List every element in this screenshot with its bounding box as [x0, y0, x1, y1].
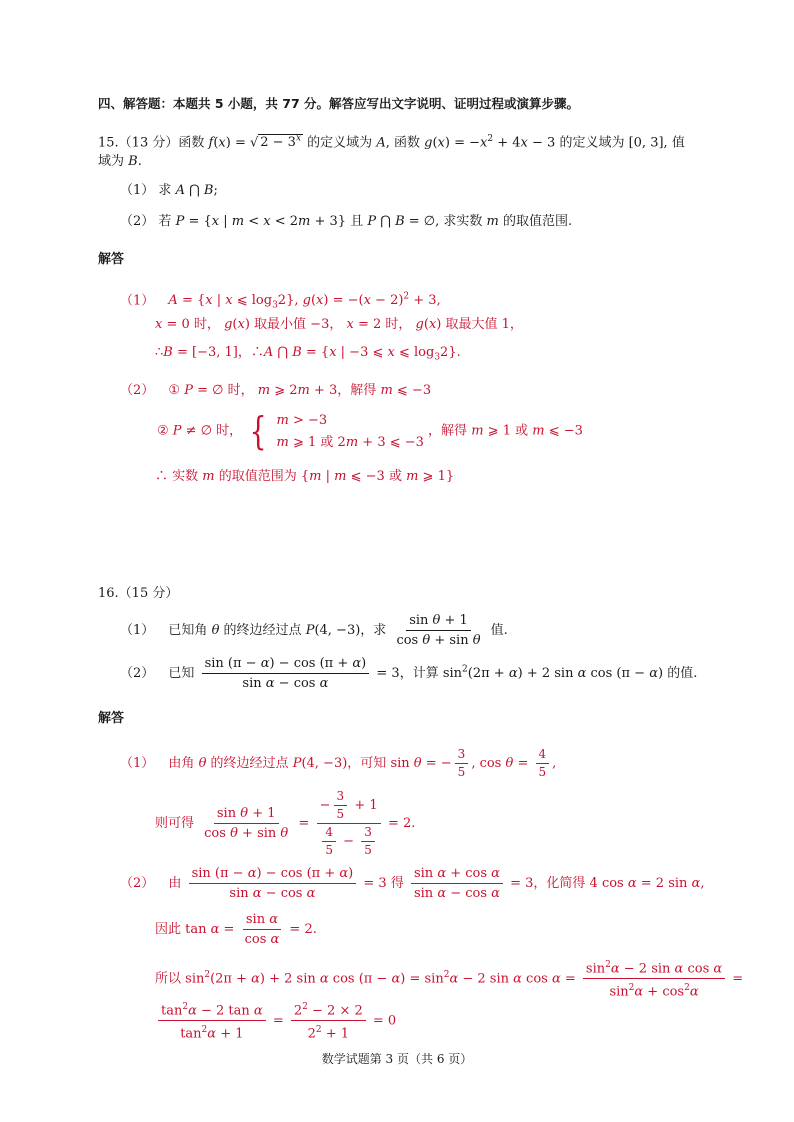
- q16-part1: （1） 已知角 θ 的终边经过点 P(4, −3)，求 $\frac{\text{sin θ + 1}}{\text{cos θ + sin θ}}$ 值.: [120, 613, 508, 648]
- q15-sol1-line3: ∴B = [−3, 1]，∴A ⋂ B = {x | −3 ⩽ x ⩽ $\log_32$}.: [155, 345, 461, 363]
- q15-sol2-case1: （2） ① P = ∅ 时， m ⩾ 2m + 3，解得 m ⩽ −3: [120, 383, 432, 398]
- q15-answer-label: 解答: [98, 252, 125, 267]
- q16-sol2-line3: 所以 $\sin^2(2\pi + \alpha) + 2$ sin α $\cos (\pi - \alpha) = \sin^2\alpha - 2$ sin α cos α = $\frac{\sin^2\alpha - 2 \sin \alpha \cos \alpha}{\sin^2\alpha + \cos^2\alpha}$ =: [155, 960, 744, 1000]
- q16-answer-label: 解答: [98, 711, 125, 726]
- q15-sol1-line1: （1） A = {x | x ⩽ $\log_32$}, $g(x) = -(x - 2)^2 + 3$,: [120, 292, 441, 311]
- q16-sol1-line1: （1） 由角 θ 的终边经过点 P(4, −3)，可知 sin θ = − $\frac{3}{5}$ , cos θ = $\frac{4}{5}$ ,: [120, 747, 557, 779]
- q16-sol2-line2: 因此 tan α = $\frac{\text{sin α}}{\text{cos α}}$ = 2.: [155, 912, 317, 947]
- q15-part2: （2） 若 P = {x | m < x < 2m + 3} 且 P ⋂ B = ∅, 求实数 m 的取值范围.: [120, 214, 573, 229]
- q16-part2: （2） 已知 $\frac{\sin (\pi - \alpha) - \cos (\pi + \alpha)}{\text{sin α − cos α}}$ = 3，计算 $\sin^2(2\pi + \alpha) + 2$ sin α cos (π − α) 的值.: [120, 656, 698, 691]
- q15-line2: 域为 B.: [98, 154, 142, 169]
- section-header: 四、解答题：本题共 5 小题，共 77 分。解答应写出文字说明、证明过程或演算步骤。: [98, 96, 580, 111]
- q16-sol2-line4: $\frac{\tan^2\alpha - 2 \tan \alpha}{\tan^2\alpha + 1}$ = $\frac{2^2 - 2 \times 2}{2^2 + 1}$ = 0: [155, 1000, 396, 1042]
- q16-sol2-line1: （2） 由 $\frac{\sin (\pi - \alpha) - \cos (\pi + \alpha)}{\text{sin α − cos α}}$ = 3 得 $\frac{\text{sin α + cos α}}{\text{sin α − cos α}}$ = 3，化简得 4 cos α = 2 sin α,: [120, 866, 705, 901]
- q15-line1: 15.（13 分）函数 f(x) = √ $2 - 3^x$ 的定义域为 A, 函数 $g(x) = -x^2 + 4x - 3$ 的定义域为 [0, 3], 值: [98, 134, 685, 151]
- q15-sol2-case2: ② P ≠ ∅ 时， { m > −3 m ⩾ 1 或 2m + 3 ⩽ −3 ，解得 m ⩾ 1 或 m ⩽ −3: [157, 409, 583, 453]
- q15-sol2-conclusion: ∴ 实数 m 的取值范围为 {m | m ⩽ −3 或 m ⩾ 1}: [155, 469, 455, 484]
- q15-sol1-line2: x = 0 时， g(x) 取最小值 −3， x = 2 时， g(x) 取最大值 1，: [155, 317, 523, 332]
- q16-head: 16.（15 分）: [98, 586, 179, 601]
- q16-sol1-line2: 则可得 $\frac{\text{sin θ + 1}}{\text{cos θ + sin θ}}$ = − $\frac{3}{5}$ + 1 $\frac{4}{5}$ − $\frac{3}{5}$ = 2.: [155, 789, 416, 857]
- q15-part1: （1） 求 A ⋂ B;: [120, 183, 218, 198]
- page-footer: 数学试题第 3 页（共 6 页）: [321, 1052, 473, 1066]
